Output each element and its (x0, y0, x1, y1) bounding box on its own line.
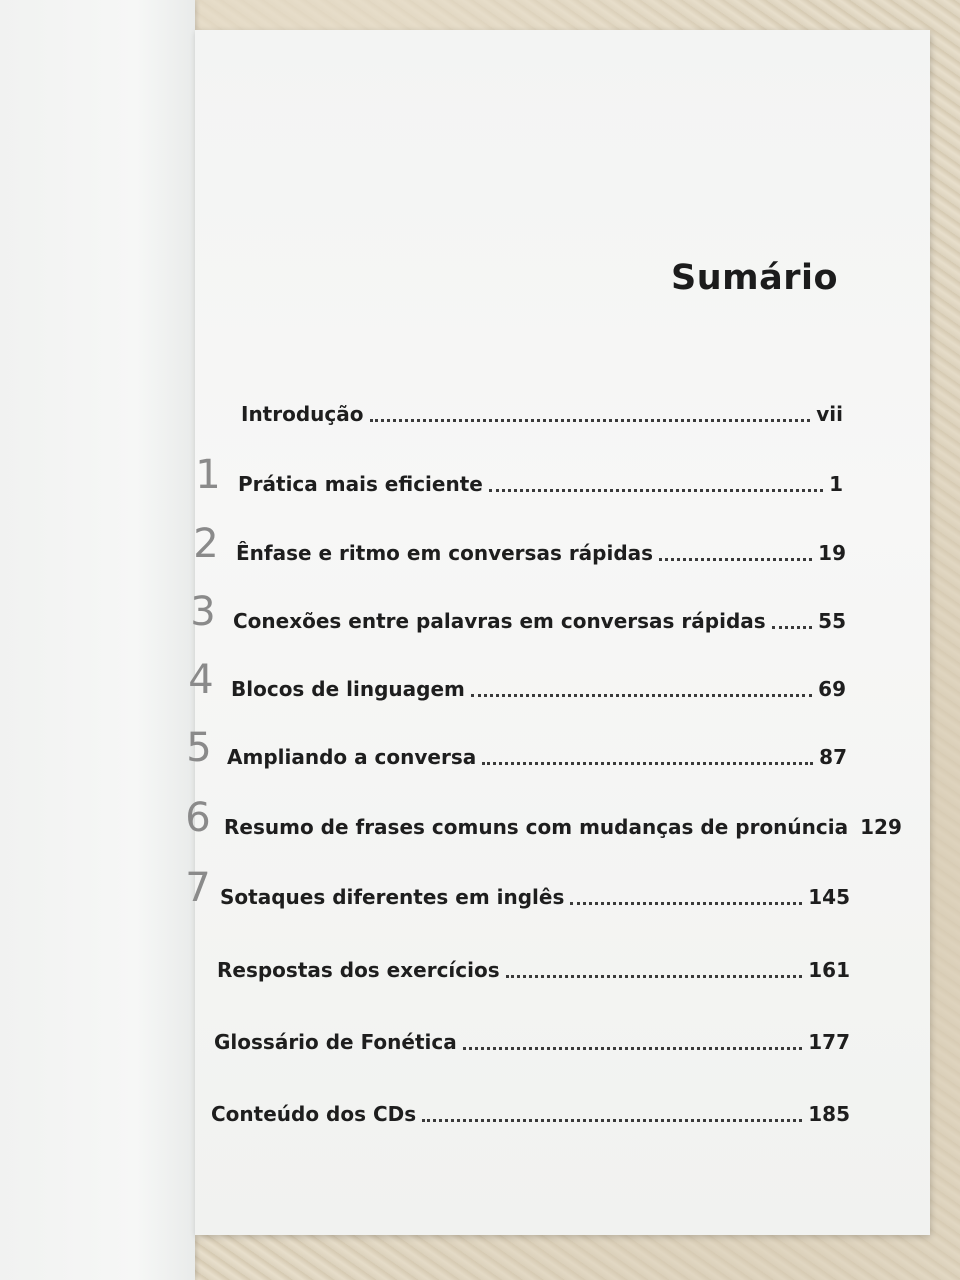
toc-entry-chapter-6 (185, 795, 902, 841)
toc-leader-dots (482, 762, 813, 765)
toc-entry-page: 55 (818, 609, 846, 633)
toc-entry-respostas (217, 948, 850, 982)
toc-entry-label: Prática mais eficiente (238, 472, 483, 496)
toc-entry-label: Conexões entre palavras em conversas rápidas (233, 609, 766, 633)
toc-entry-chapter-2 (193, 521, 846, 567)
toc-entry-page: 185 (808, 1102, 850, 1126)
toc-entry-label: Blocos de linguagem (231, 677, 465, 701)
toc-entry-label: Sotaques diferentes em inglês (220, 885, 565, 909)
chapter-number: 3 (190, 589, 216, 635)
toc-entry-page: 161 (808, 958, 850, 982)
toc-leader-dots (422, 1119, 802, 1122)
toc-entry-page: 129 (860, 815, 902, 839)
chapter-number: 6 (185, 795, 211, 841)
toc-leader-dots (463, 1047, 803, 1050)
table-of-contents (185, 30, 930, 1235)
toc-entry-chapter-5 (186, 725, 847, 771)
toc-entry-page: 177 (808, 1030, 850, 1054)
toc-entry-label: Ampliando a conversa (227, 745, 477, 769)
toc-leader-dots (506, 975, 803, 978)
chapter-number: 5 (186, 725, 212, 771)
book-page (185, 30, 930, 1235)
left-page (0, 0, 195, 1280)
toc-entry-chapter-4 (188, 657, 846, 703)
chapter-number: 7 (185, 865, 211, 911)
toc-leader-dots (659, 558, 812, 561)
toc-entry-conteudo (211, 1092, 850, 1126)
toc-entry-introducao (241, 392, 843, 426)
toc-entry-label: Glossário de Fonética (214, 1030, 457, 1054)
toc-entry-label: Conteúdo dos CDs (211, 1102, 417, 1126)
toc-leader-dots (370, 419, 811, 422)
toc-entry-glossario (214, 1020, 850, 1054)
toc-leader-dots (489, 489, 823, 492)
toc-entry-chapter-7 (185, 865, 850, 911)
toc-entry-page: 69 (818, 677, 846, 701)
toc-entry-page: 1 (829, 472, 843, 496)
toc-entry-chapter-1 (195, 452, 843, 498)
toc-entry-label: Introdução (241, 402, 364, 426)
toc-entry-label: Ênfase e ritmo em conversas rápidas (236, 541, 654, 565)
toc-leader-dots (570, 902, 802, 905)
chapter-number: 2 (193, 521, 219, 567)
toc-entry-chapter-3 (190, 589, 846, 635)
toc-entry-label: Resumo de frases comuns com mudanças de pronúncia (224, 815, 849, 839)
toc-leader-dots (772, 626, 813, 629)
toc-entry-page: 19 (818, 541, 846, 565)
chapter-number: 1 (195, 452, 221, 498)
toc-leader-dots (471, 694, 812, 697)
toc-entry-label: Respostas dos exercícios (217, 958, 500, 982)
chapter-number: 4 (188, 657, 214, 703)
page-title: Sumário (670, 258, 838, 298)
toc-entry-page: vii (816, 402, 843, 426)
toc-entry-page: 87 (819, 745, 847, 769)
toc-entry-page: 145 (808, 885, 850, 909)
